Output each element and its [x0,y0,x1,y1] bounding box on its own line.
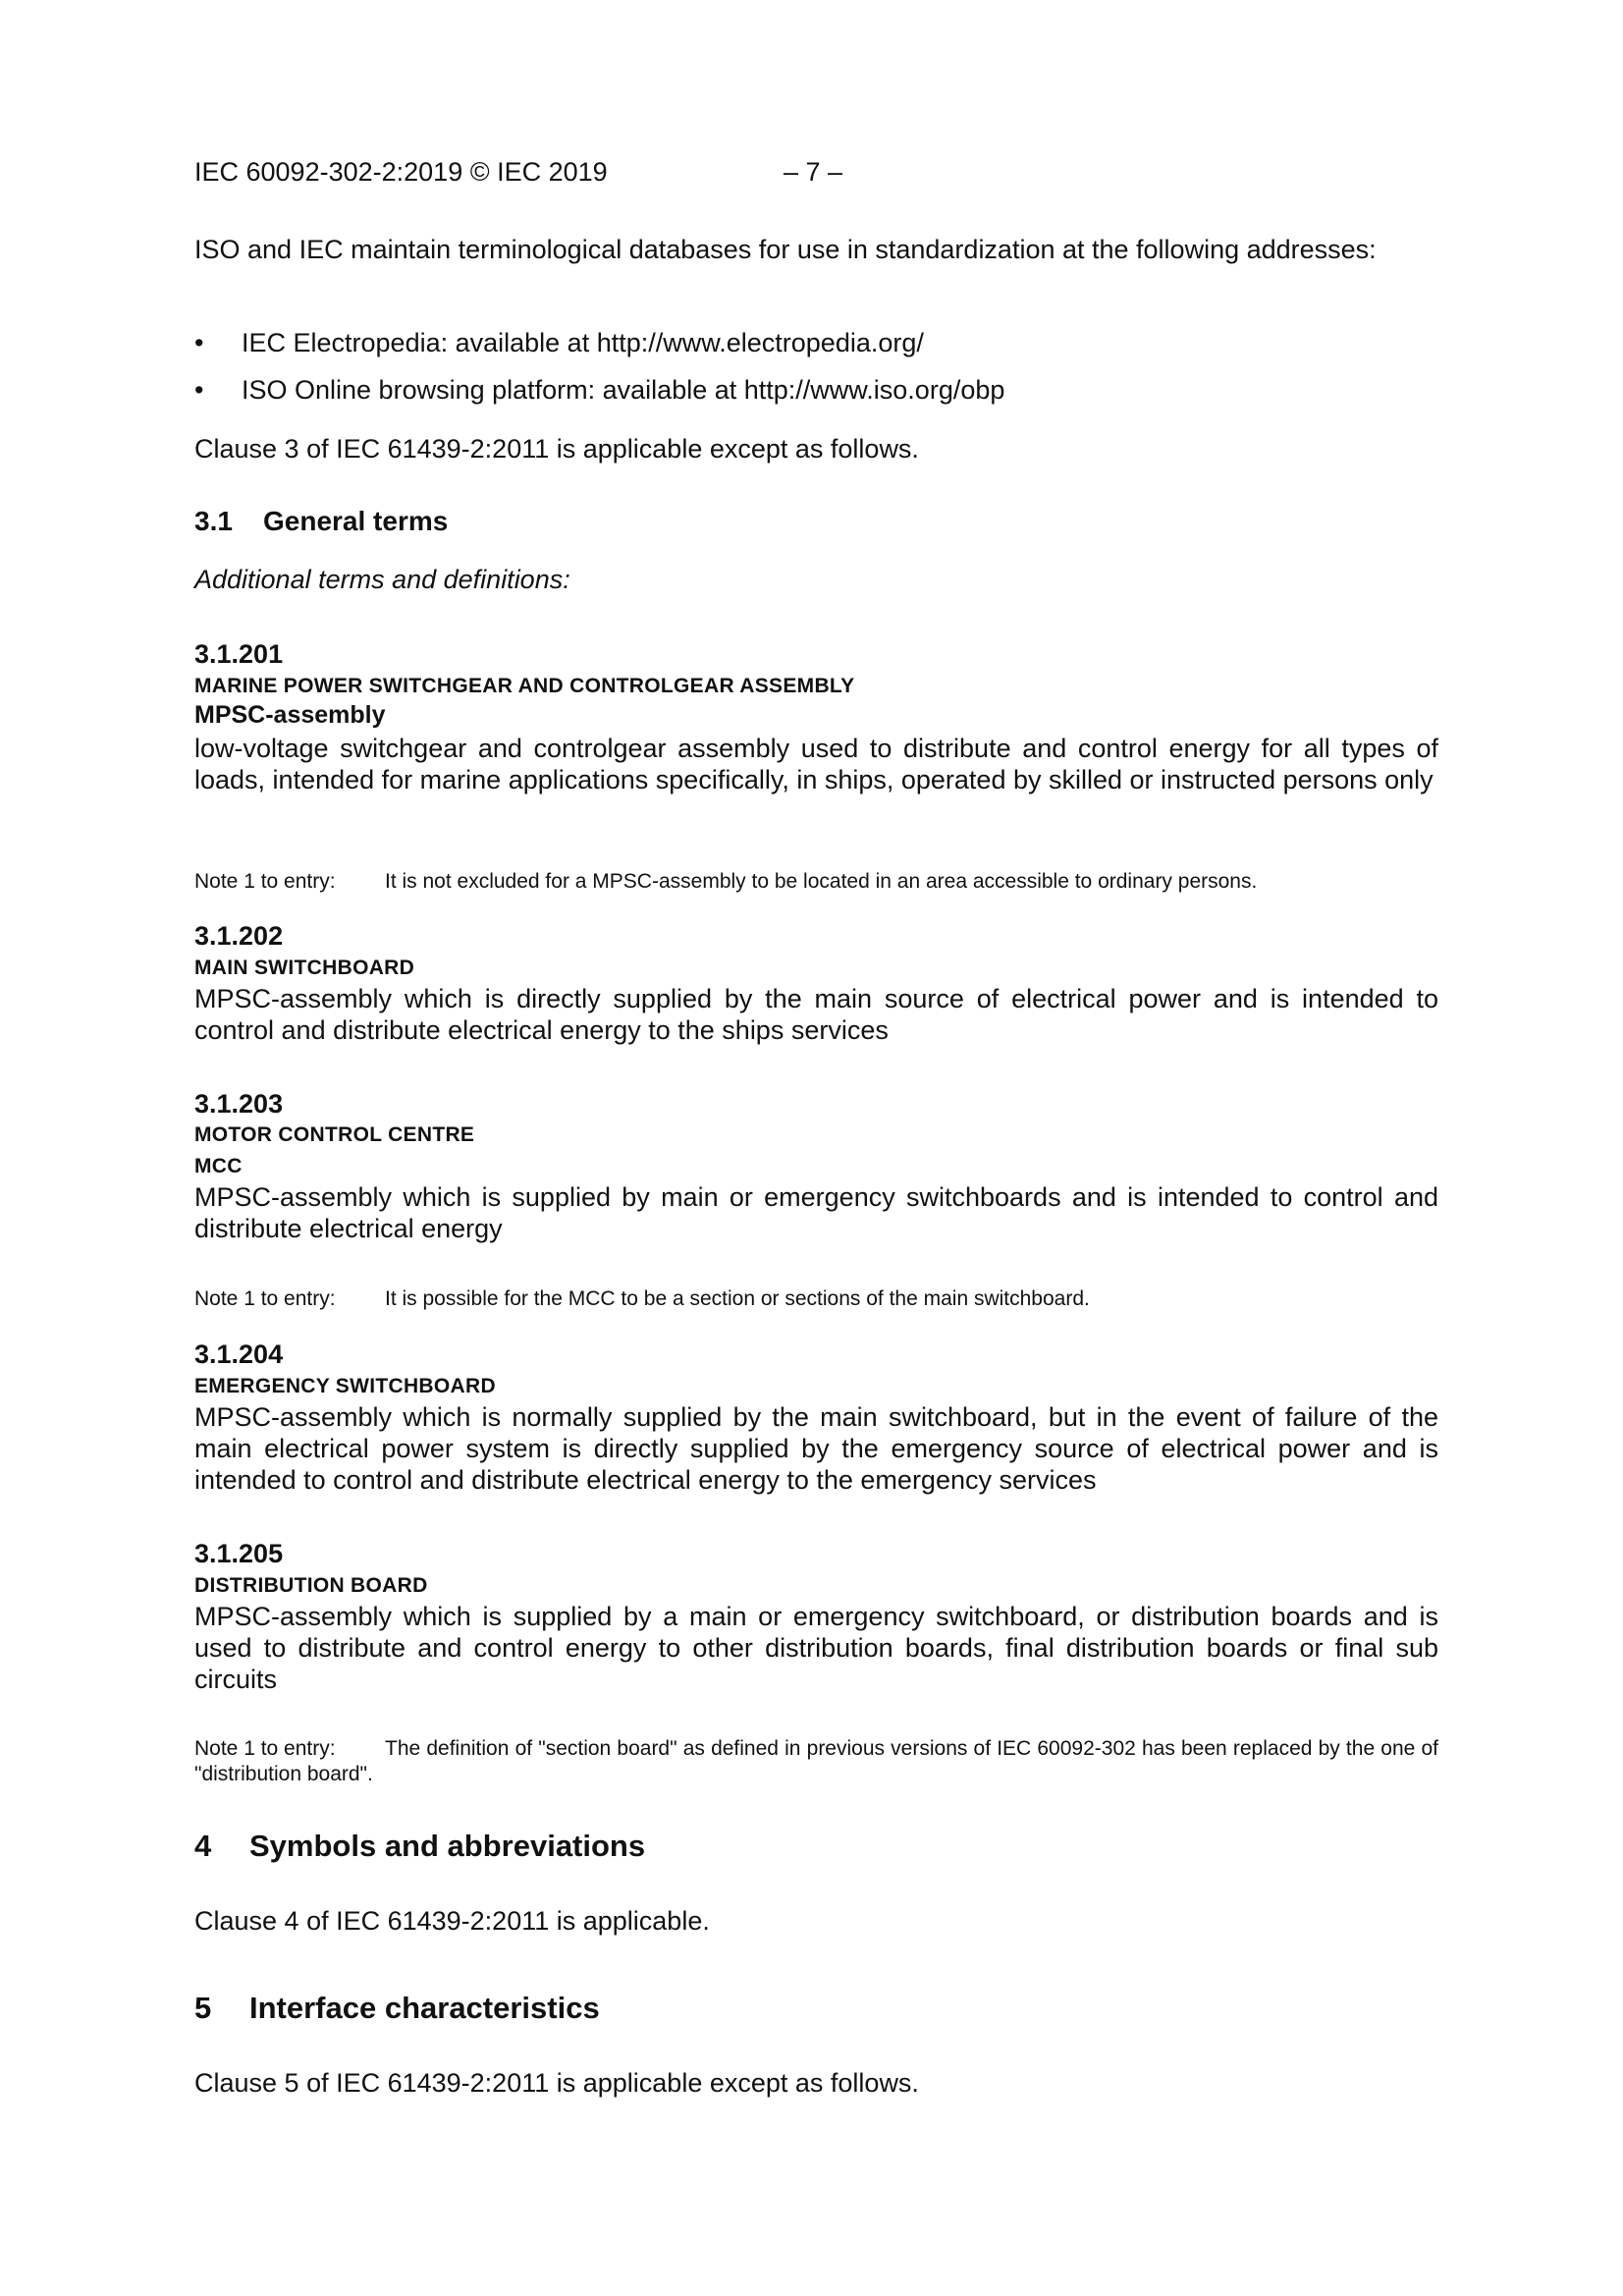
definition-body: -assembly which is supplied by main or emergency switchboards and is intended to control and distribute electrical energy [194,1182,1438,1243]
note-label: Note 1 to entry: [194,1737,336,1760]
term-note [194,869,1438,895]
term-definition-text [194,1181,1438,1244]
term-name: DISTRIBUTION BOARD [194,1574,428,1597]
note-label: Note 1 to entry: [194,1287,336,1310]
page-header [194,157,843,188]
term-name: MOTOR CONTROL CENTRE [194,1123,475,1146]
note-text [194,869,1438,895]
bullet-icon: • [194,328,204,357]
term-name: MAIN SWITCHBOARD [194,957,415,979]
term-name: EMERGENCY SWITCHBOARD [194,1375,496,1397]
definition-abbreviation: MPSC [194,984,272,1013]
section-number: 3.1 [194,506,233,536]
term-note [194,1736,1438,1787]
term-definition-text [194,1401,1438,1496]
definition-abbreviation: MPSC [194,1402,272,1432]
section-4-text: Clause 4 of IEC 61439-2:2011 is applicable. [194,1906,710,1936]
bullet-icon: • [194,375,204,405]
term-definition [194,983,1438,1046]
definition-body: -assembly which is normally supplied by the main switchboard, but in the event of failure of the main electrical power system is directly supplied by the emergency source of electrical power and is intended to control and distribute electrical energy to the emergency services [194,1402,1438,1495]
note-text: The definition of "section board" as defined in previous versions of IEC 60092-302 has been replaced by the one of "distribution board". [194,1737,1438,1785]
term-note [194,1286,1438,1312]
term-definition-text: low-voltage switchgear and controlgear assembly used to distribute and control energy for all types of loads, intended for marine applications specifically, in ships, operated by skilled or instructed persons only [194,734,1438,794]
list-item-text: IEC Electropedia: available at http://www.electropedia.org/ [242,328,924,357]
section-number: 4 [194,1829,212,1863]
term-alternate-prefix: MPSC [194,701,266,729]
definition-body: -assembly which is supplied by a main or emergency switchboard, or distribution boards and is used to distribute and control energy to other distribution boards, final distribution boards or final sub circuits [194,1602,1438,1694]
note-text-start: It is not excluded for a [385,870,593,893]
section-title: General terms [263,506,449,536]
term-definition-text [194,1601,1438,1695]
note-text-end: -assembly to be located in an area accessible to ordinary persons. [651,870,1258,893]
definition-body: -assembly which is directly supplied by the main source of electrical power and is intended to control and distribute electrical energy to the ships services [194,984,1438,1045]
section-3-1-subtitle: Additional terms and definitions: [194,565,570,594]
intro-text: ISO and IEC maintain terminological databases for use in standardization at the following addresses: [194,235,1377,264]
document-id: IEC 60092-302-2:2019 © IEC 2019 [194,157,608,187]
section-4-paragraph [194,1905,1438,1937]
section-5-paragraph [194,2067,1438,2099]
term-number: 3.1.202 [194,921,284,951]
section-title: Interface characteristics [249,1991,600,2025]
note-text-start: It is possible for the [385,1287,568,1310]
page-number: – 7 – [784,157,843,187]
note-text-end: to be a section or sections of the main switchboard. [615,1287,1090,1310]
term-alternate: MCC [194,1155,243,1177]
note-label: Note 1 to entry: [194,870,336,893]
definition-abbreviation: MPSC [194,1182,272,1212]
clause-3-text: Clause 3 of IEC 61439-2:2011 is applicable except as follows. [194,434,919,464]
note-abbreviation: MCC [568,1287,616,1310]
term-number: 3.1.205 [194,1539,284,1568]
list-item-text: ISO Online browsing platform: available at http://www.iso.org/obp [242,375,1005,405]
term-definition [194,1601,1438,1695]
term-alternate [194,701,386,730]
section-5-text: Clause 5 of IEC 61439-2:2011 is applicable except as follows. [194,2068,919,2098]
intro-paragraph [194,234,1438,265]
definition-abbreviation: MPSC [194,1602,272,1631]
section-title: Symbols and abbreviations [249,1829,646,1863]
term-definition [194,733,1438,795]
section-number: 5 [194,1991,212,2025]
term-number: 3.1.201 [194,639,284,669]
note-text [194,1286,1438,1312]
term-definition-text [194,983,1438,1046]
term-definition [194,1181,1438,1244]
term-alternate-suffix: -assembly [265,701,386,729]
term-number: 3.1.203 [194,1089,284,1119]
clause-3-paragraph [194,433,1438,465]
term-definition [194,1401,1438,1496]
term-name: MARINE POWER SWITCHGEAR AND CONTROLGEAR ASSEMBLY [194,675,855,697]
note-abbreviation: MPSC [592,870,652,893]
term-number: 3.1.204 [194,1339,284,1369]
